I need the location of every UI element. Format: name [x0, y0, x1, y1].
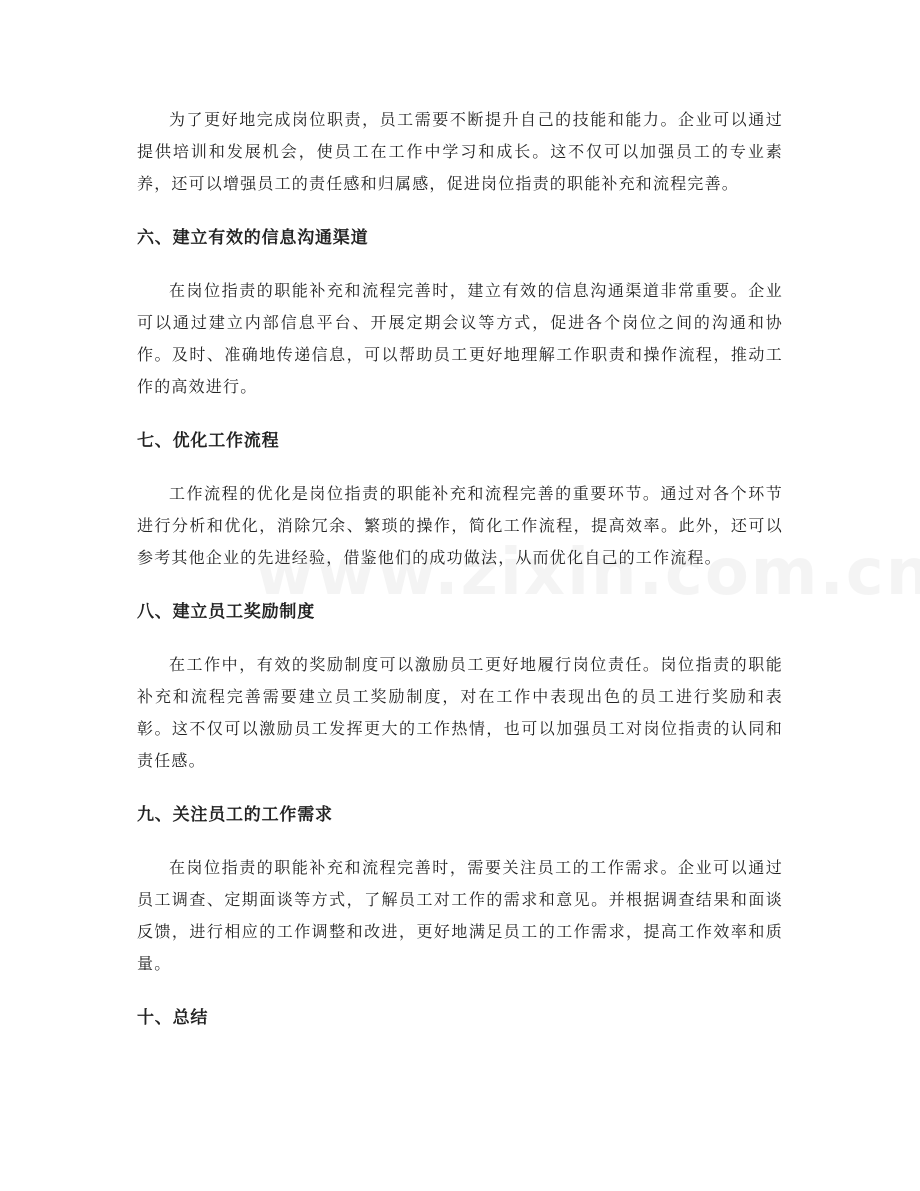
section-paragraph-8: 在工作中，有效的奖励制度可以激励员工更好地履行岗位责任。岗位指责的职能补充和流程完善需要建立员工奖励制度，对在工作中表现出色的员工进行奖励和表彰。这不仅可以激励员工发挥更大的工作热情，也可以加强员工对岗位指责的认同和责任感。 [137, 655, 783, 770]
section-heading-10: 十、总结 [137, 1008, 209, 1028]
section-paragraph-7: 工作流程的优化是岗位指责的职能补充和流程完善的重要环节。通过对各个环节进行分析和优化，消除冗余、繁琐的操作，简化工作流程，提高效率。此外，还可以参考其他企业的先进经验，借鉴他们的成功做法，从而优化自己的工作流程。 [137, 484, 783, 567]
section-heading-9: 九、关注员工的工作需求 [137, 805, 333, 825]
section-heading-6: 六、建立有效的信息沟通渠道 [137, 228, 369, 248]
section-paragraph-9: 在岗位指责的职能补充和流程完善时，需要关注员工的工作需求。企业可以通过员工调查、定期面谈等方式，了解员工对工作的需求和意见。并根据调查结果和面谈反馈，进行相应的工作调整和改进，更好地满足员工的工作需求，提高工作效率和质量。 [137, 858, 783, 973]
document-body [137, 104, 783, 1034]
section-heading-8: 八、建立员工奖励制度 [137, 602, 315, 622]
section-heading-7: 七、优化工作流程 [137, 431, 280, 451]
intro-paragraph: 为了更好地完成岗位职责，员工需要不断提升自己的技能和能力。企业可以通过提供培训和发展机会，使员工在工作中学习和成长。这不仅可以加强员工的专业素养，还可以增强员工的责任感和归属感，促进岗位指责的职能补充和流程完善。 [137, 110, 783, 193]
section-paragraph-6: 在岗位指责的职能补充和流程完善时，建立有效的信息沟通渠道非常重要。企业可以通过建立内部信息平台、开展定期会议等方式，促进各个岗位之间的沟通和协作。及时、准确地传递信息，可以帮助员工更好地理解工作职责和操作流程，推动工作的高效进行。 [137, 281, 783, 396]
